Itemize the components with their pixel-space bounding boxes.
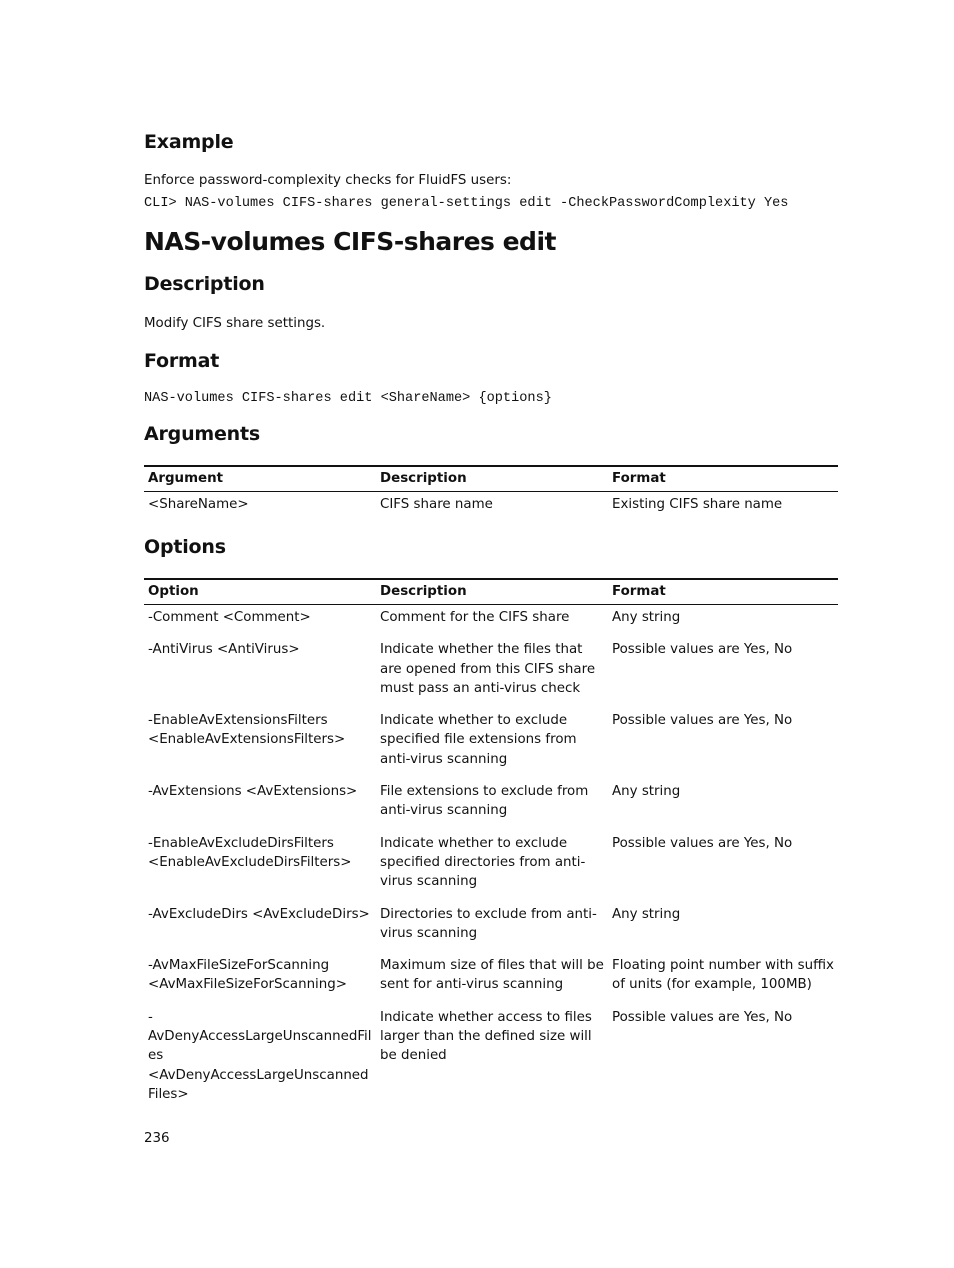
table-row xyxy=(144,492,838,524)
options-heading: Options xyxy=(144,536,226,558)
description-cell: Indicate whether to exclude specified directories from anti-virus scanning xyxy=(380,835,586,890)
format-cell: Possible values are Yes, No xyxy=(612,713,793,729)
arguments-col-argument: Argument xyxy=(144,466,376,492)
table-row xyxy=(144,778,838,830)
options-table xyxy=(144,578,838,1113)
option-cell: -EnableAvExtensionsFilters <EnableAvExtensionsFilters> xyxy=(148,713,346,748)
format-heading: Format xyxy=(144,350,220,372)
arguments-heading: Arguments xyxy=(144,423,261,445)
example-intro: Enforce password-complexity checks for FluidFS users: xyxy=(144,173,512,188)
format-cell: Any string xyxy=(612,784,681,800)
arguments-col-description: Description xyxy=(376,466,608,492)
format-cell: Any string xyxy=(612,610,681,625)
table-row xyxy=(144,952,838,1004)
description-cell: File extensions to exclude from anti-virus scanning xyxy=(380,784,589,819)
table-row xyxy=(144,901,838,953)
options-header-row xyxy=(144,579,838,605)
option-cell: -AvDenyAccessLargeUnscannedFiles <AvDenyAccessLargeUnscannedFiles> xyxy=(148,1009,372,1102)
page-number: 236 xyxy=(144,1131,170,1146)
description-cell: Maximum size of files that will be sent for anti-virus scanning xyxy=(380,958,604,993)
option-cell: -Comment <Comment> xyxy=(148,610,311,625)
description-cell: Indicate whether the files that are opened from this CIFS share must pass an anti-virus check xyxy=(380,642,596,696)
format-cell: Possible values are Yes, No xyxy=(612,1009,793,1025)
argument-cell: <ShareName> xyxy=(148,497,249,512)
format-cell: Existing CIFS share name xyxy=(612,497,783,512)
format-cell: Any string xyxy=(612,906,681,922)
options-col-option: Option xyxy=(144,579,376,605)
format-cell: Possible values are Yes, No xyxy=(612,835,793,851)
description-heading: Description xyxy=(144,273,265,295)
description-cell: CIFS share name xyxy=(380,497,493,512)
option-cell: -AntiVirus <AntiVirus> xyxy=(148,642,300,658)
format-syntax: NAS-volumes CIFS-shares edit <ShareName> {options} xyxy=(144,391,552,406)
description-cell: Comment for the CIFS share xyxy=(380,610,570,625)
options-col-format: Format xyxy=(608,579,838,605)
description-cell: Indicate whether to exclude specified file extensions from anti-virus scanning xyxy=(380,713,577,767)
table-row xyxy=(144,707,838,778)
arguments-col-format: Format xyxy=(608,466,838,492)
table-row xyxy=(144,636,838,707)
description-cell: Directories to exclude from anti-virus scanning xyxy=(380,906,597,941)
option-cell: -AvExtensions <AvExtensions> xyxy=(148,784,358,800)
options-col-description: Description xyxy=(376,579,608,605)
example-command: CLI> NAS-volumes CIFS-shares general-settings edit -CheckPasswordComplexity Yes xyxy=(144,196,789,211)
description-cell: Indicate whether access to files larger than the defined size will be denied xyxy=(380,1009,592,1064)
table-row xyxy=(144,605,838,637)
table-row xyxy=(144,1004,838,1113)
option-cell: -AvExcludeDirs <AvExcludeDirs> xyxy=(148,906,370,922)
arguments-header-row xyxy=(144,466,838,492)
example-heading: Example xyxy=(144,131,234,153)
arguments-table xyxy=(144,465,838,523)
format-cell: Possible values are Yes, No xyxy=(612,642,793,658)
description-text: Modify CIFS share settings. xyxy=(144,316,326,331)
option-cell: -EnableAvExcludeDirsFilters <EnableAvExcludeDirsFilters> xyxy=(148,835,352,870)
option-cell: -AvMaxFileSizeForScanning <AvMaxFileSizeForScanning> xyxy=(148,958,347,993)
page-title: NAS-volumes CIFS-shares edit xyxy=(144,227,556,256)
format-cell: Floating point number with suffix of units (for example, 100MB) xyxy=(612,958,834,993)
table-row xyxy=(144,830,838,901)
